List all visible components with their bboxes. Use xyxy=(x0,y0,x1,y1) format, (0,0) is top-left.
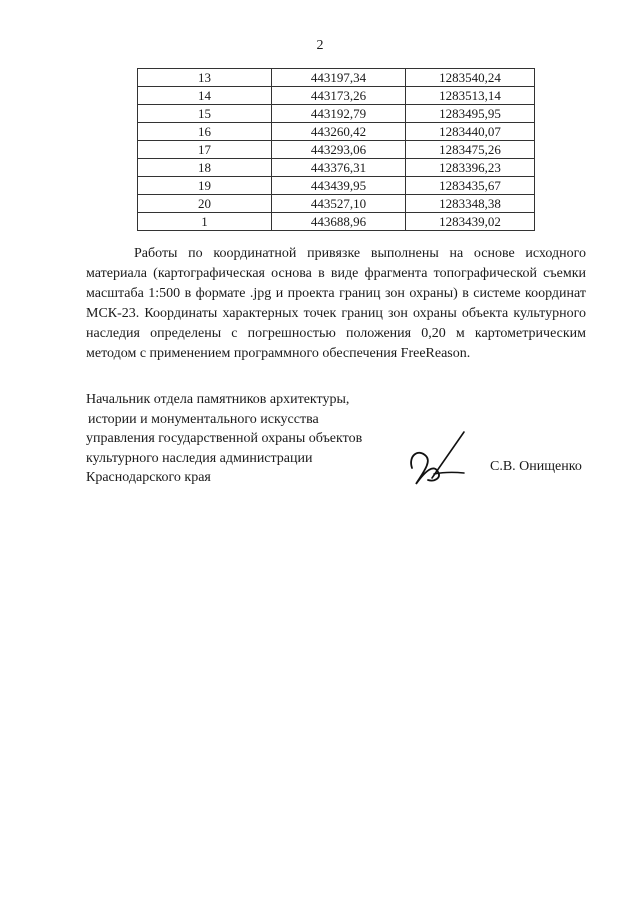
point-number-cell: 15 xyxy=(138,105,272,123)
signatory-name: С.В. Онищенко xyxy=(490,459,582,474)
point-number-cell: 18 xyxy=(138,159,272,177)
y-coordinate-cell: 1283513,14 xyxy=(406,87,535,105)
position-line: управления государственной охраны объектов xyxy=(86,431,363,446)
x-coordinate-cell: 443173,26 xyxy=(272,87,406,105)
point-number-cell: 17 xyxy=(138,141,272,159)
x-coordinate-cell: 443439,95 xyxy=(272,177,406,195)
table-row xyxy=(138,213,535,231)
position-line: культурного наследия администрации xyxy=(86,450,313,466)
position-line: истории и монументального искусства xyxy=(88,411,319,427)
y-coordinate-cell: 1283440,07 xyxy=(406,123,535,141)
coordinates-table xyxy=(137,68,535,231)
point-number-cell: 14 xyxy=(138,87,272,105)
signature-block xyxy=(86,390,606,488)
y-coordinate-cell: 1283396,23 xyxy=(406,159,535,177)
y-coordinate-cell: 1283435,67 xyxy=(406,177,535,195)
y-coordinate-cell: 1283439,02 xyxy=(406,213,535,231)
x-coordinate-cell: 443260,42 xyxy=(272,123,406,141)
point-number-cell: 13 xyxy=(138,69,272,87)
point-number-cell: 20 xyxy=(138,195,272,213)
table-row xyxy=(138,87,535,105)
table-row xyxy=(138,141,535,159)
body-paragraph: Работы по координатной привязке выполнены на основе исходного материала (картографическая основа в виде фрагмента топографической съемки масштаба 1:500 в формате .jpg и проекта границ зон охраны) в системе координат МСК-23. Координаты характерных точек границ зон охраны объекта культурного наследия определены с погрешностью положения 0,20 м картометрическим методом с применением программного обеспечения FreeReason. xyxy=(86,246,586,361)
table-row xyxy=(138,177,535,195)
x-coordinate-cell: 443197,34 xyxy=(272,69,406,87)
point-number-cell: 16 xyxy=(138,123,272,141)
x-coordinate-cell: 443192,79 xyxy=(272,105,406,123)
x-coordinate-cell: 443688,96 xyxy=(272,213,406,231)
position-line: Начальник отдела памятников архитектуры, xyxy=(86,392,350,407)
table-row xyxy=(138,69,535,87)
y-coordinate-cell: 1283540,24 xyxy=(406,69,535,87)
y-coordinate-cell: 1283495,95 xyxy=(406,105,535,123)
y-coordinate-cell: 1283475,26 xyxy=(406,141,535,159)
table-row xyxy=(138,159,535,177)
table-row xyxy=(138,195,535,213)
table-row xyxy=(138,123,535,141)
y-coordinate-cell: 1283348,38 xyxy=(406,195,535,213)
x-coordinate-cell: 443527,10 xyxy=(272,195,406,213)
position-line: Краснодарского края xyxy=(86,470,211,485)
x-coordinate-cell: 443293,06 xyxy=(272,141,406,159)
point-number-cell: 19 xyxy=(138,177,272,195)
handwritten-signature xyxy=(404,426,486,492)
page-number: 2 xyxy=(316,38,324,53)
table-row xyxy=(138,105,535,123)
point-number-cell: 1 xyxy=(138,213,272,231)
x-coordinate-cell: 443376,31 xyxy=(272,159,406,177)
